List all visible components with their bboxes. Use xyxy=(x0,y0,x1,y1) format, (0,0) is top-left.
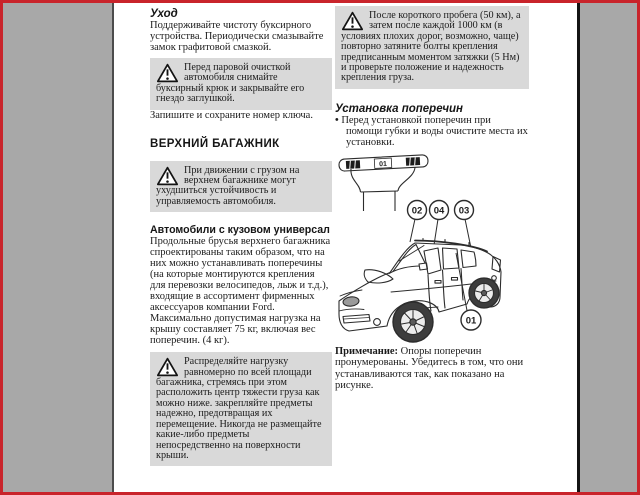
roof-rack-section-heading: ВЕРХНИЙ БАГАЖНИК xyxy=(150,137,280,150)
warning-text: После короткого пробега (50 км), а затем после каждой 1000 км (в условиях плохих дорог, возможно, чаще) повторно затяните болты крепления предписанным моментом затяжки (5 Нм) и проверьте положение и надежность крепления груза. xyxy=(341,10,521,84)
warning-triangle-icon xyxy=(341,11,364,31)
note-label: Примечание: xyxy=(335,345,399,357)
note-paragraph xyxy=(335,346,529,392)
callout-02-label: 02 xyxy=(411,205,423,217)
bullet-marker: • xyxy=(335,114,339,126)
crossbar-number-label: 01 xyxy=(379,160,388,169)
wagon-subheading: Автомобили с кузовом универсал xyxy=(150,224,330,237)
callout-03-label: 03 xyxy=(458,205,470,217)
note-text: Опоры поперечин пронумерованы. Убедитесь в том, что они устанавливаются так, как показано на рисунке. xyxy=(335,345,524,392)
warning-triangle-icon xyxy=(156,63,179,83)
warning-text: Распределяйте нагрузку равномерно по всей площади багажника, стремясь при этом расположить центр тяжести груза как можно ниже. закрепляйте предметы надежно, предотвращая их перемещение. Никогда не размещайте какие-либо предметы непосредственно на поверхности крыши. xyxy=(156,356,322,461)
warning-box-load-handling xyxy=(150,161,332,213)
warning-text: При движении с грузом на верхнем багажнике могут ухудшиться устойчивость и управляемость автомобиля. xyxy=(156,164,300,207)
key-number-paragraph: Запишите и сохраните номер ключа. xyxy=(150,109,313,121)
warning-triangle-icon xyxy=(156,357,179,377)
warning-text: Перед паровой очисткой автомобиля снимайте буксирный крюк и закрывайте его гнездо заглушкой. xyxy=(156,62,305,105)
warning-triangle-icon xyxy=(156,166,179,186)
callout-04-label: 04 xyxy=(433,205,445,217)
page-sheet xyxy=(112,3,580,492)
install-bullet-item xyxy=(335,115,529,148)
bullet-text: Перед установкой поперечин при помощи губки и воды очистите места их установки. xyxy=(341,114,528,148)
max-load-paragraph: Максимально допустимая нагрузка на крышу составляет 75 кг, включая вес поперечин. (4 кг). xyxy=(150,313,321,347)
warning-box-steam-cleaning xyxy=(150,58,332,110)
care-paragraph: Поддерживайте чистоту буксирного устройства. Периодически смазывайте замок графитовой смазкой. xyxy=(150,20,324,53)
roof-rack-illustration xyxy=(335,150,529,346)
wagon-paragraph: Продольные брусья верхнего багажника спроектированы таким образом, что на них можно устанавливать поперечины (на которые монтируются крепления для перевозки велосипедов, лыж и т.д.), входящие в ассортимент фирменных аксессуаров компании Ford. xyxy=(150,236,331,314)
care-heading: Уход xyxy=(150,8,178,20)
callout-01-label: 01 xyxy=(465,315,477,327)
crossbar-install-heading: Установка поперечин xyxy=(335,102,463,115)
right-column xyxy=(335,3,529,392)
warning-box-load-distribution xyxy=(150,352,332,466)
warning-box-retighten-bolts xyxy=(335,6,529,89)
left-column xyxy=(150,3,332,466)
